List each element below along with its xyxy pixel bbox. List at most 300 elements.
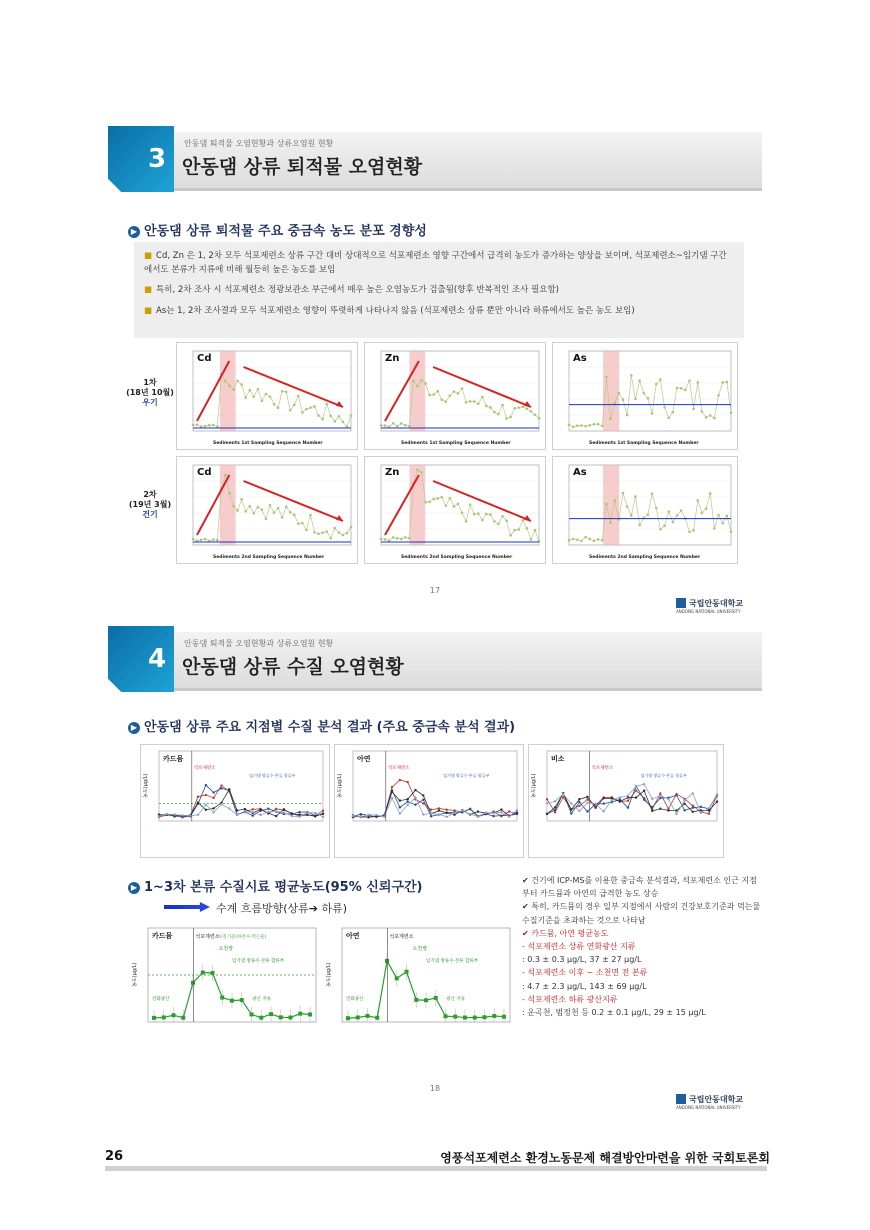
data-point	[675, 809, 677, 811]
data-point	[391, 797, 393, 799]
data-point	[273, 403, 276, 406]
data-point	[279, 1015, 283, 1019]
slide-number: 3	[148, 144, 167, 174]
data-point	[651, 810, 653, 812]
bullet-box	[134, 242, 744, 338]
data-point	[546, 798, 548, 800]
data-point	[534, 529, 537, 532]
data-point	[408, 425, 411, 428]
university-logo: 국립안동대학교 ANDONG NATIONAL UNIVERSITY	[676, 1095, 744, 1110]
data-point	[647, 513, 650, 516]
data-point	[601, 539, 604, 542]
data-point	[605, 503, 608, 506]
data-point	[297, 395, 300, 398]
data-point	[399, 799, 401, 801]
data-point	[396, 425, 399, 428]
data-point	[380, 424, 383, 427]
data-point	[240, 383, 243, 386]
data-point	[505, 417, 508, 420]
data-point	[576, 424, 579, 427]
data-point	[375, 1016, 379, 1020]
data-point	[554, 811, 556, 813]
data-point	[594, 807, 596, 809]
data-point	[173, 813, 175, 815]
data-point	[730, 411, 733, 414]
data-point	[562, 796, 564, 798]
data-point	[277, 407, 280, 410]
data-point	[713, 417, 716, 420]
data-point	[196, 423, 199, 426]
x-axis-label: Sediments 1st Sampling Sequence Number	[401, 441, 511, 446]
data-point	[192, 538, 195, 541]
data-point	[477, 815, 479, 817]
data-point	[291, 815, 293, 817]
data-point	[420, 471, 423, 474]
footer-page-number: 26	[105, 1149, 124, 1164]
data-point	[659, 797, 661, 799]
section-heading-1: ▶ 안동댐 상류 주요 지점별 수질 분석 결과 (주요 중금속 분석 결과)	[128, 716, 515, 735]
data-point	[483, 1015, 487, 1019]
data-point	[618, 392, 621, 395]
slide-header	[108, 622, 762, 694]
data-point	[602, 797, 604, 799]
data-point	[269, 504, 272, 507]
slide-number: 4	[148, 644, 167, 674]
data-point	[554, 800, 556, 802]
data-point	[469, 813, 471, 815]
data-point	[461, 512, 464, 515]
data-point	[325, 403, 328, 406]
annotation: 석포제련소	[389, 934, 414, 940]
row-label-1st: 1차 (18년 10월) 우기	[126, 378, 174, 407]
data-point	[404, 424, 407, 427]
annotation: 임기댐 방류수·본류 합류부	[232, 959, 285, 964]
smelter-zone	[603, 465, 619, 545]
data-point	[317, 414, 320, 417]
data-point	[517, 528, 520, 531]
data-point	[346, 532, 349, 535]
data-point	[360, 816, 362, 818]
data-point	[546, 802, 548, 804]
data-point	[298, 1012, 302, 1016]
data-point	[232, 505, 235, 508]
chart-label: 아연	[357, 755, 371, 763]
chart-label: 아연	[346, 932, 360, 940]
data-point	[385, 959, 389, 963]
data-point	[477, 512, 480, 515]
data-point	[250, 1012, 254, 1016]
data-point	[501, 515, 504, 518]
data-point	[667, 510, 670, 513]
data-point	[275, 815, 277, 817]
data-point	[465, 520, 468, 523]
data-point	[708, 807, 710, 809]
data-point	[350, 526, 353, 529]
chart-label: As	[573, 467, 587, 478]
slide-sediment	[108, 122, 762, 620]
data-point	[228, 492, 231, 495]
data-point	[406, 804, 408, 806]
data-point	[477, 810, 479, 812]
data-point	[721, 381, 724, 384]
data-point	[158, 815, 160, 817]
data-point	[432, 498, 435, 501]
note-line: - 석포제련소 하류 광산지류	[522, 994, 618, 1004]
data-point	[338, 531, 341, 534]
annotation: 석포제련소	[195, 934, 220, 940]
data-point	[259, 814, 261, 816]
data-point	[692, 529, 695, 532]
data-point	[683, 799, 685, 801]
data-point	[248, 505, 251, 508]
data-point	[676, 387, 679, 390]
data-point	[453, 390, 456, 393]
chart-mean-cd	[128, 922, 322, 1062]
data-point	[240, 998, 244, 1002]
data-point	[630, 374, 633, 377]
data-point	[700, 812, 702, 814]
data-point	[651, 492, 654, 495]
y-axis-label: 농도(μg/L)	[531, 773, 537, 798]
data-point	[422, 813, 424, 815]
series-line	[353, 798, 517, 817]
data-point	[716, 794, 718, 796]
data-point	[298, 811, 300, 813]
data-point	[586, 796, 588, 798]
data-point	[613, 402, 616, 405]
bullet-item: ■ As는 1, 2차 조사결과 모두 석포제련소 영향이 뚜렷하게 나타나지 않음 (석포제련소 상류 뿐만 아니라 하류에서도 높은 농도 보임)	[144, 305, 635, 316]
data-point	[601, 425, 604, 428]
data-point	[314, 815, 316, 817]
data-point	[313, 531, 316, 534]
chart-label: As	[573, 353, 587, 364]
data-point	[301, 411, 304, 414]
data-point	[428, 501, 431, 504]
data-point	[430, 812, 432, 814]
data-point	[329, 537, 332, 540]
marker-icon: ■	[144, 251, 153, 261]
data-point	[708, 813, 710, 815]
data-point	[659, 378, 662, 381]
data-point	[375, 814, 377, 816]
data-point	[309, 514, 312, 517]
data-point	[293, 514, 296, 517]
data-point	[622, 398, 625, 401]
section-heading-2: ▶ 1~3차 본류 수질시료 평균농도(95% 신뢰구간)	[128, 876, 422, 895]
annotation: 임기댐 방류수·본류 합류부	[426, 959, 479, 964]
chart-zn-1st	[364, 342, 546, 450]
chart-label: 카드뮴	[152, 932, 173, 940]
data-point	[197, 801, 199, 803]
data-point	[655, 507, 658, 510]
data-point	[627, 794, 629, 796]
x-axis-label: Sediments 2nd Sampling Sequence Number	[589, 555, 701, 560]
data-point	[502, 1015, 506, 1019]
data-point	[321, 418, 324, 421]
data-point	[516, 809, 518, 811]
data-point	[399, 806, 401, 808]
data-point	[675, 813, 677, 815]
data-point	[392, 536, 395, 539]
data-point	[580, 424, 583, 427]
data-point	[197, 814, 199, 816]
data-point	[473, 513, 476, 516]
data-point	[501, 404, 504, 407]
slide-water	[108, 622, 762, 1114]
data-point	[701, 512, 704, 515]
data-point	[275, 808, 277, 810]
data-point	[477, 402, 480, 405]
data-point	[205, 809, 207, 811]
data-point	[216, 539, 219, 542]
data-point	[696, 499, 699, 502]
data-point	[500, 811, 502, 813]
plot-frame	[381, 465, 539, 545]
data-point	[244, 510, 247, 513]
bullet-icon: ▶	[128, 722, 140, 734]
data-point	[538, 417, 541, 420]
data-point	[505, 519, 508, 522]
data-point	[309, 406, 312, 409]
data-point	[627, 800, 629, 802]
data-point	[172, 1013, 176, 1017]
data-point	[593, 423, 596, 426]
data-point	[384, 538, 387, 541]
data-point	[408, 537, 411, 540]
data-point	[293, 404, 296, 407]
data-point	[212, 538, 215, 541]
footer-divider	[105, 1166, 767, 1171]
note-line: ✔ 건기에 ICP-MS를 이용한 중금속 분석결과, 석포제련소 인근 지점부터 카드뮴과 아연의 급격한 농도 상승	[522, 876, 757, 899]
series-line	[547, 786, 717, 814]
data-point	[367, 816, 369, 818]
data-point	[298, 814, 300, 816]
data-point	[356, 1015, 360, 1019]
data-point	[517, 406, 520, 409]
data-point	[663, 525, 666, 528]
data-point	[446, 808, 448, 810]
data-point	[181, 1016, 185, 1020]
chart-water-zn	[334, 744, 524, 858]
x-axis-label: Sediments 1st Sampling Sequence Number	[589, 441, 699, 446]
data-point	[166, 813, 168, 815]
page-number: 17	[429, 586, 441, 595]
y-axis-label: 농도(μg/L)	[132, 962, 138, 987]
data-point	[269, 395, 272, 398]
data-point	[584, 536, 587, 539]
data-point	[626, 414, 629, 417]
data-point	[683, 803, 685, 805]
data-point	[208, 424, 211, 427]
data-point	[212, 791, 214, 793]
bullet-icon: ▶	[128, 882, 140, 894]
data-point	[267, 811, 269, 813]
data-point	[554, 809, 556, 811]
data-point	[414, 796, 416, 798]
data-point	[509, 534, 512, 537]
data-point	[406, 781, 408, 783]
chart-label: Zn	[385, 467, 400, 478]
y-axis-label: 농도(μg/L)	[143, 773, 149, 798]
chart-label: Cd	[197, 467, 212, 478]
data-point	[570, 812, 572, 814]
data-point	[301, 522, 304, 525]
data-point	[380, 538, 383, 541]
data-point	[578, 801, 580, 803]
annotation: 석포제련소	[591, 766, 614, 771]
data-point	[396, 537, 399, 540]
data-point	[655, 383, 658, 386]
data-point	[428, 394, 431, 397]
data-point	[232, 388, 235, 391]
data-point	[228, 807, 230, 809]
data-point	[360, 813, 362, 815]
data-point	[416, 385, 419, 388]
data-point	[200, 539, 203, 542]
data-point	[513, 529, 516, 532]
data-point	[422, 799, 424, 801]
data-point	[283, 811, 285, 813]
data-point	[465, 401, 468, 404]
data-point	[634, 398, 637, 401]
data-point	[473, 1016, 477, 1020]
data-point	[562, 793, 564, 795]
data-point	[322, 810, 324, 812]
data-point	[688, 530, 691, 533]
data-point	[570, 802, 572, 804]
data-point	[236, 814, 238, 816]
annotation: 임기댐 방류수·본류 합류부	[443, 773, 490, 778]
data-point	[281, 516, 284, 519]
data-point	[432, 393, 435, 396]
data-point	[730, 530, 733, 533]
data-point	[252, 395, 255, 398]
breadcrumb: 안동댐 퇴적물 오염현황과 상류오염원 현황	[184, 139, 334, 148]
annotation: 연화광산	[152, 997, 170, 1002]
data-point	[422, 802, 424, 804]
data-point	[457, 392, 460, 395]
data-point	[261, 508, 264, 511]
x-axis-label: Sediments 1st Sampling Sequence Number	[213, 441, 323, 446]
trend-arrow	[433, 481, 531, 521]
data-point	[236, 509, 239, 512]
data-point	[726, 381, 729, 384]
data-point	[570, 808, 572, 810]
data-point	[259, 1016, 263, 1020]
data-point	[516, 811, 518, 813]
data-point	[530, 410, 533, 413]
data-point	[367, 814, 369, 816]
data-point	[244, 396, 247, 399]
data-point	[613, 499, 616, 502]
data-point	[412, 379, 415, 382]
data-point	[306, 812, 308, 814]
data-point	[414, 789, 416, 791]
data-point	[672, 521, 675, 524]
bullet-icon: ▶	[128, 226, 140, 238]
annotation: 임기댐 방류수·본류 합류부	[640, 773, 687, 778]
data-point	[265, 518, 268, 521]
data-point	[205, 794, 207, 796]
data-point	[424, 501, 427, 504]
data-point	[424, 998, 428, 1002]
data-point	[513, 407, 516, 410]
data-point	[721, 522, 724, 525]
data-point	[329, 415, 332, 418]
data-point	[457, 502, 460, 505]
data-point	[236, 380, 239, 383]
data-point	[228, 788, 230, 790]
marker-icon: ■	[144, 285, 153, 296]
data-point	[252, 808, 254, 810]
data-point	[663, 406, 666, 409]
data-point	[453, 505, 456, 508]
data-point	[659, 792, 661, 794]
note-line: : 0.3 ± 0.3 μg/L, 37 ± 27 μg/L	[522, 955, 642, 965]
plot-frame	[353, 751, 517, 821]
data-point	[635, 785, 637, 787]
data-point	[692, 408, 695, 411]
data-point	[212, 807, 214, 809]
data-point	[508, 815, 510, 817]
data-point	[680, 387, 683, 390]
data-point	[609, 417, 612, 420]
data-point	[643, 783, 645, 785]
data-point	[449, 394, 452, 397]
data-point	[485, 513, 488, 516]
data-point	[526, 527, 529, 530]
data-point	[602, 810, 604, 812]
data-point	[619, 796, 621, 798]
data-point	[638, 379, 641, 382]
data-point	[635, 796, 637, 798]
data-point	[285, 391, 288, 394]
data-point	[275, 810, 277, 812]
chart-cd-1st	[176, 342, 358, 450]
data-point	[489, 406, 492, 409]
data-point	[554, 806, 556, 808]
data-point	[572, 426, 575, 429]
data-point	[588, 424, 591, 427]
plot-frame	[193, 351, 351, 431]
section-heading: ▶ 안동댐 상류 퇴적물 주요 중금속 농도 분포 경향성	[128, 220, 427, 239]
data-point	[578, 805, 580, 807]
data-point	[461, 387, 464, 390]
data-point	[436, 497, 439, 500]
series-line	[547, 784, 717, 814]
data-point	[406, 798, 408, 800]
bullet-item: ■ 특히, 2차 조사 시 석포제련소 정광보관소 부근에서 매우 높은 오염농도가 검출됨(향후 반복적인 조사 필요함)	[144, 285, 559, 296]
note-line: - 석포제련소 이후 ~ 소천면 전 본류	[522, 968, 648, 978]
annotation: 소천쌍	[412, 946, 428, 952]
data-point	[500, 814, 502, 816]
data-point	[438, 813, 440, 815]
data-point	[317, 532, 320, 535]
data-point	[366, 1014, 370, 1018]
data-point	[414, 804, 416, 806]
data-point	[259, 808, 261, 810]
data-point	[651, 412, 654, 415]
data-point	[453, 1015, 457, 1019]
data-point	[252, 811, 254, 813]
data-point	[521, 405, 524, 408]
data-point	[580, 540, 583, 543]
data-point	[481, 396, 484, 399]
chart-mean-zn	[322, 922, 516, 1062]
data-point	[224, 380, 227, 383]
chart-as-2nd	[552, 456, 738, 564]
data-point	[438, 809, 440, 811]
